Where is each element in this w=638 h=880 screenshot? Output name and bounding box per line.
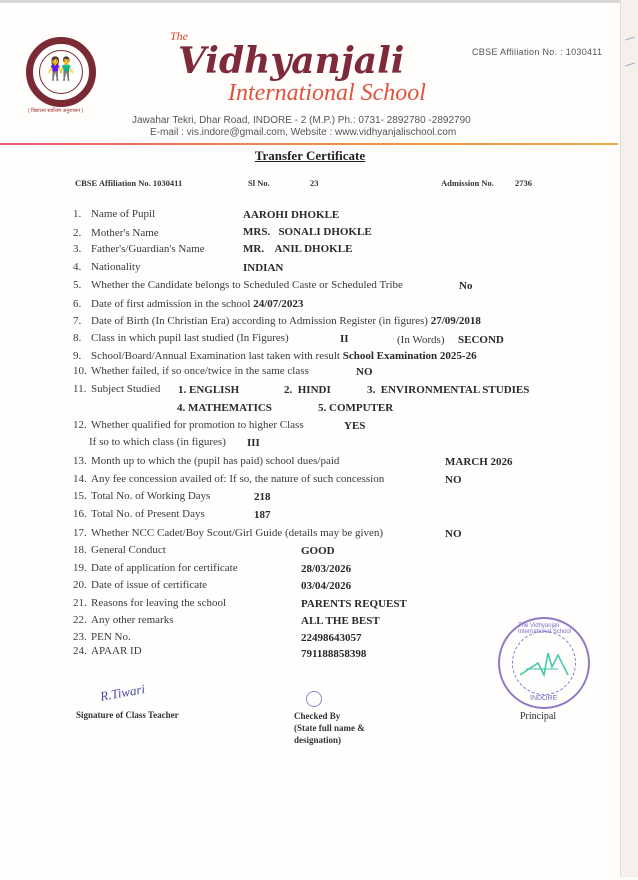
remarks-value: ALL THE BEST — [301, 615, 380, 627]
last-exam-value: School Examination 2025-26 — [342, 350, 477, 362]
school-address: Jawahar Tekri, Dhar Road, INDORE - 2 (M.P.) Ph.: 0731- 2892780 -2892790 — [132, 115, 471, 126]
conduct-value: GOOD — [301, 545, 335, 557]
checked-by-note-2: designation) — [294, 735, 342, 745]
subject-3: 3. ENVIRONMENTAL STUDIES — [367, 384, 530, 396]
admission-value: 2736 — [515, 178, 532, 188]
school-logo — [26, 37, 96, 107]
field-row: 4. Nationality — [73, 261, 141, 273]
promotion-class-value: III — [247, 437, 260, 449]
working-days-value: 218 — [254, 491, 271, 503]
sc-st-value: No — [459, 280, 473, 292]
teacher-signature: R.Tiwari — [98, 681, 147, 704]
leaving-reason-value: PARENTS REQUEST — [301, 598, 407, 610]
present-days-value: 187 — [254, 509, 271, 521]
cbse-affiliation: CBSE Affiliation No. 1030411 — [75, 178, 183, 188]
checked-by-label: Checked By — [294, 711, 341, 721]
school-subtitle: International School — [228, 80, 426, 106]
header-cbse-affiliation: CBSE Affiliation No. : 1030411 — [472, 47, 603, 57]
pen-value: 22498643057 — [301, 632, 362, 644]
field-row: 5. Whether the Candidate belongs to Scheduled Caste or Scheduled Tribe — [73, 279, 403, 291]
dob-value: 27/09/2018 — [430, 315, 481, 327]
school-stamp — [498, 617, 590, 709]
field-row: 10. Whether failed, if so once/twice in the same class — [73, 365, 309, 377]
field-row: 19. Date of application for certificate — [73, 562, 238, 574]
edge-mark — [625, 36, 635, 40]
header-divider — [0, 143, 618, 145]
field-row: 18. General Conduct — [73, 544, 166, 556]
field-row: 7. Date of Birth (In Christian Era) according to Admission Register (in figures) 27/09/2018 — [73, 315, 481, 327]
field-row: 22. Any other remarks — [73, 614, 174, 626]
admission-label: Admission No. — [441, 178, 494, 188]
father-name: MR. ANIL DHOKLE — [243, 243, 353, 255]
field-row: 20. Date of issue of certificate — [73, 579, 208, 591]
checked-by-note-1: (State full name & — [294, 723, 365, 733]
principal-label: Principal — [520, 711, 557, 722]
field-row: 8. Class in which pupil last studied (In Figures) — [73, 332, 289, 344]
children-emblem-icon: 👫 — [47, 56, 75, 81]
stamp-bottom-text: INDORE — [530, 695, 558, 702]
field-row: 21. Reasons for leaving the school — [73, 597, 227, 609]
fee-concession-value: NO — [445, 474, 462, 486]
teacher-signature-label: Signature of Class Teacher — [76, 710, 179, 720]
nationality-value: INDIAN — [243, 262, 284, 274]
last-class-words: SECOND — [458, 334, 504, 346]
field-row: 17. Whether NCC Cadet/Boy Scout/Girl Guide (details may be given) — [73, 527, 384, 539]
failed-value: NO — [356, 366, 373, 378]
serial-label: Sl No. — [248, 178, 270, 188]
school-name: Vidhyanjali — [178, 40, 405, 82]
principal-signature-icon — [518, 645, 574, 685]
field-row: 23. PEN No. — [73, 631, 131, 643]
field-row: 6. Date of first admission in the school 24/07/2023 — [73, 298, 304, 310]
logo-tagline: ( विद्यालय सर्वोत्तम अनुशासन ) — [28, 108, 84, 114]
field-row: 3. Father's/Guardian's Name — [73, 243, 205, 255]
issue-date-value: 03/04/2026 — [301, 580, 352, 592]
field-row: 11. Subject Studied — [73, 383, 161, 395]
field-row: 9. School/Board/Annual Examination last taken with result School Examination 2025-26 — [73, 350, 477, 362]
serial-value: 23 — [310, 178, 319, 188]
field-row: 15. Total No. of Working Days — [73, 490, 211, 502]
school-contact: E-mail : vis.indore@gmail.com, Website : www.vidhyanjalischool.com — [150, 127, 457, 138]
last-class-figures: II — [340, 333, 349, 345]
promotion-value: YES — [344, 420, 366, 432]
brand-the: The — [170, 29, 188, 43]
scan-edge — [620, 0, 638, 877]
stamp-top-text: The Vidhyanjali International School — [518, 623, 572, 635]
certificate-title: Transfer Certificate — [254, 148, 366, 163]
mother-name: MRS. SONALI DHOKLE — [243, 226, 372, 238]
field-row: 1. Name of Pupil — [73, 208, 156, 220]
application-date-value: 28/03/2026 — [301, 563, 352, 575]
apaar-value: 791188858398 — [301, 648, 367, 660]
subject-4: 4. MATHEMATICS — [177, 402, 272, 414]
subject-2: 2. HINDI — [284, 384, 331, 396]
field-row: 12. Whether qualified for promotion to higher Class — [73, 419, 304, 431]
in-words-label: (In Words) — [397, 334, 445, 346]
field-row: 13. Month up to which the (pupil has paid) school dues/paid — [73, 455, 340, 467]
field-row: 24. APAAR ID — [73, 645, 142, 657]
checker-initials-icon — [306, 691, 322, 707]
dues-paid-value: MARCH 2026 — [445, 456, 513, 468]
first-admission-date: 24/07/2023 — [253, 298, 304, 310]
field-row: 14. Any fee concession availed of: If so, the nature of such concession — [73, 473, 385, 485]
promotion-class-label: If so to which class (in figures) — [89, 436, 226, 448]
subject-5: 5. COMPUTER — [318, 402, 394, 414]
subject-1: 1. ENGLISH — [178, 384, 240, 396]
field-row: 2. Mother's Name — [73, 227, 159, 239]
ncc-value: NO — [445, 528, 462, 540]
field-row: 16. Total No. of Present Days — [73, 508, 205, 520]
edge-mark — [625, 62, 635, 66]
pupil-name: AAROHI DHOKLE — [243, 209, 340, 221]
